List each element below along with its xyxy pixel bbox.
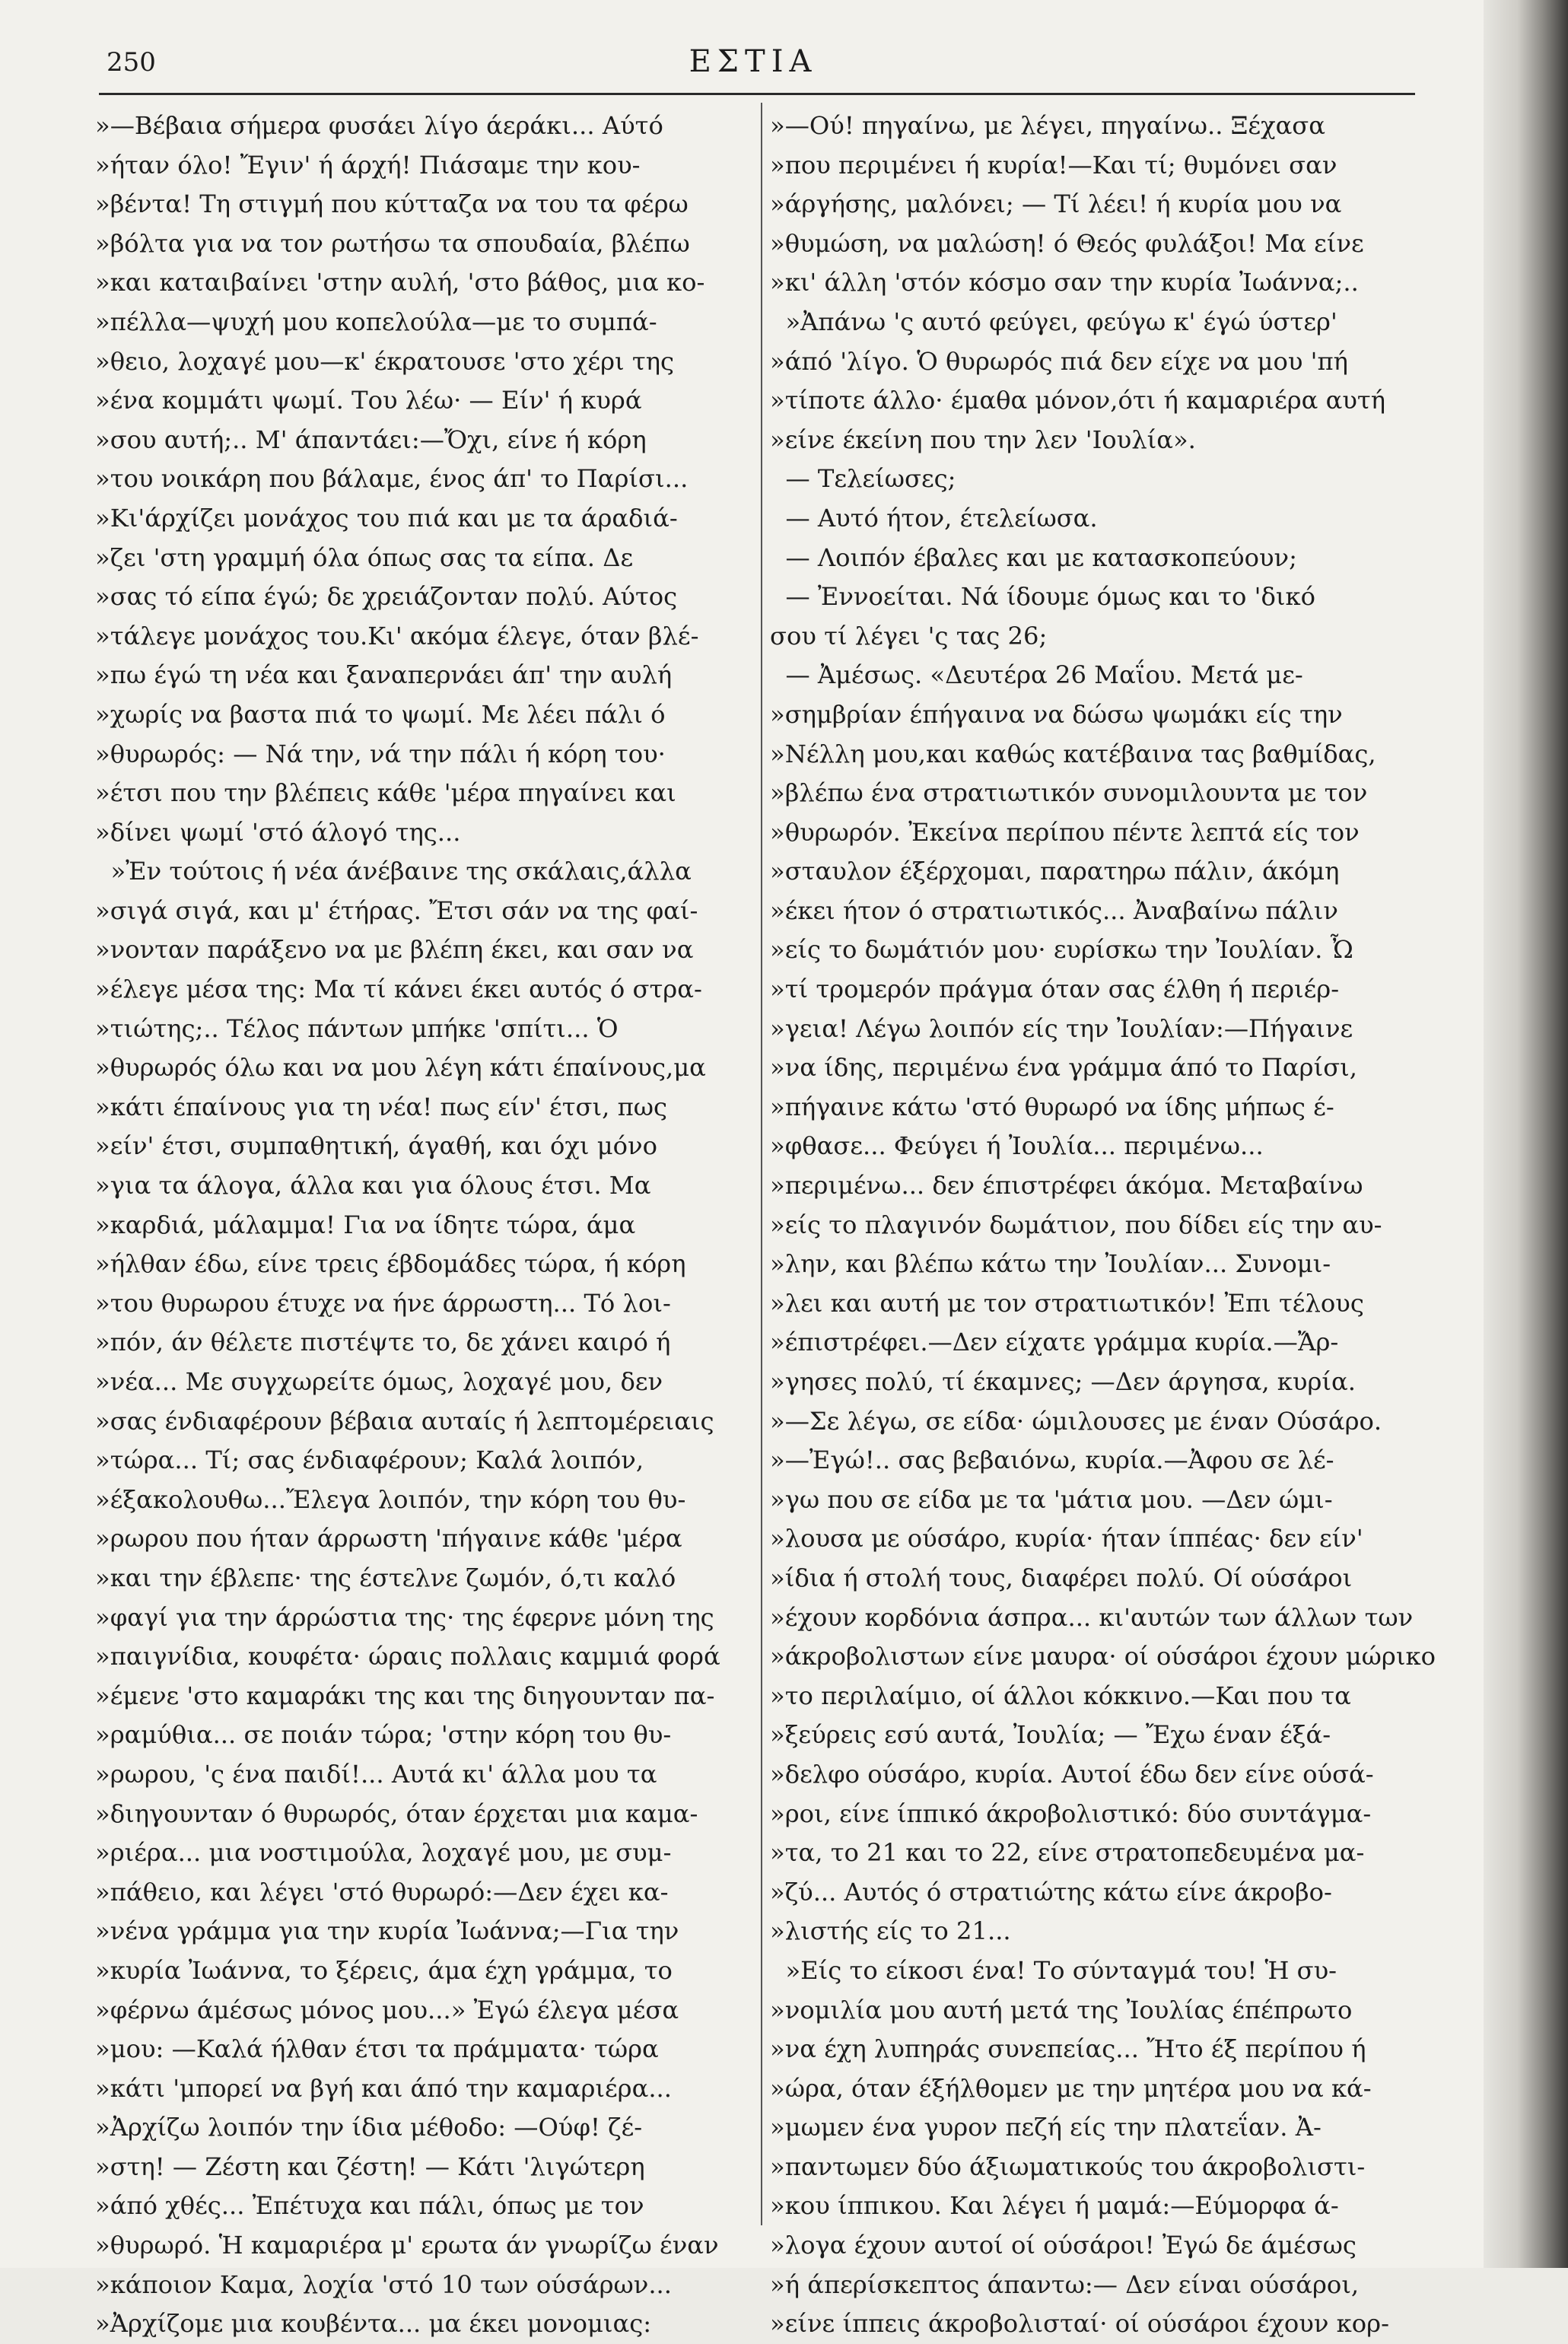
column-divider — [761, 103, 762, 2225]
text-line: »—Βέβαια σήμερα φυσάει λίγο άεράκι... Αύτό — [95, 111, 663, 140]
text-line: »κι' άλλη 'στόν κόσμο σαν την κυρία Ἰωάννα;.. — [770, 268, 1359, 297]
page-number: 250 — [107, 47, 156, 78]
text-line: — Λοιπόν έβαλες και με κατασκοπεύουν; — [770, 542, 1297, 572]
text-line: »λει και αυτή με τον στρατιωτικόν! Ἐπι τέλους — [770, 1288, 1364, 1318]
header-rule — [99, 93, 1415, 95]
text-line: »τώρα... Τί; σας ένδιαφέρουν; Καλά λοιπόν, — [95, 1446, 644, 1475]
text-line: »γησες πολύ, τί έκαμνες; —Δεν άργησα, κυρία. — [770, 1367, 1356, 1396]
text-line: »κυρία Ἰωάννα, το ξέρεις, άμα έχη γράμμα, το — [95, 1955, 673, 1985]
text-line: »κάποιον Καμα, λοχία 'στό 10 των ούσάρων... — [95, 2269, 673, 2299]
text-line: »έλεγε μέσα της: Μα τί κάνει έκει αυτός ό στρα- — [95, 975, 702, 1004]
text-line: »δελφο ούσάρο, κυρία. Αυτοί έδω δεν είνε ούσά- — [770, 1759, 1374, 1789]
text-line: »τιώτης;.. Τέλος πάντων μπήκε 'σπίτι... Ὁ — [95, 1013, 619, 1043]
text-line: »ραμύθια... σε ποιάν τώρα; 'στην κόρη του θυ- — [95, 1720, 672, 1750]
text-line: »κάτι έπαίνους για τη νέα! πως είν' έτσι, πως — [95, 1092, 668, 1121]
text-line: »ριέρα... μια νοστιμούλα, λοχαγέ μου, με συμ- — [95, 1838, 672, 1868]
text-line: »βέντα! Τη στιγμή που κύτταζα να του τα φέρω — [95, 189, 689, 219]
text-line: σου τί λέγει 'ς τας 26; — [770, 621, 1048, 650]
text-line: »διηγουνταν ό θυρωρός, όταν έρχεται μια καμα- — [95, 1799, 698, 1828]
text-line: »γω που σε είδα με τα 'μάτια μου. —Δεν ώμι- — [770, 1484, 1333, 1514]
text-line: »που περιμένει ή κυρία!—Και τί; θυμόνει σαν — [770, 150, 1337, 180]
text-line: »ξεύρεις εσύ αυτά, Ἰουλία; — Ἔχω έναν έξά- — [770, 1720, 1331, 1750]
text-line: »νομιλία μου αυτή μετά της Ἰουλίας έπέπρωτο — [770, 1995, 1353, 2024]
text-line: »βόλτα για να τον ρωτήσω τα σπουδαία, βλέπω — [95, 228, 690, 258]
text-line: »φέρνω άμέσως μόνος μου...» Ἐγώ έλεγα μέσα — [95, 1995, 679, 2024]
text-line: »μου: —Καλά ήλθαν έτσι τα πράμματα· τώρα — [95, 2034, 659, 2064]
text-line: »το περιλαίμιο, οί άλλοι κόκκινο.—Και που τα — [770, 1681, 1351, 1710]
text-line: »έμενε 'στο καμαράκι της και της διηγουνταν πα- — [95, 1681, 715, 1710]
text-line: »να έχη λυπηράς συνεπείας... Ἤτο έξ περίπου ή — [770, 2034, 1366, 2064]
text-line: »πάθειο, και λέγει 'στό θυρωρό:—Δεν έχει κα- — [95, 1877, 669, 1907]
text-line: »του θυρωρου έτυχε να ήνε άρρωστη... Τό λοι- — [95, 1288, 671, 1318]
text-line: »για τα άλογα, άλλα και για όλους έτσι. Μα — [95, 1171, 651, 1201]
text-line: »ρωρου που ήταν άρρωστη 'πήγαινε κάθε 'μέρα — [95, 1524, 682, 1554]
text-line: »λουσα με ούσάρο, κυρία· ήταν ίππέας· δεν είν' — [770, 1524, 1363, 1554]
text-line: »θυρωρός όλω και να μου λέγη κάτι έπαίνους,μα — [95, 1053, 706, 1083]
text-line: »είς το δωμάτιόν μου· ευρίσκω την Ἰουλίαν. Ὦ — [770, 935, 1353, 965]
text-line: »ζύ... Αυτός ό στρατιώτης κάτω είνε άκροβο- — [770, 1877, 1332, 1907]
text-line: »λην, και βλέπω κάτω την Ἰουλίαν... Συνομι- — [770, 1249, 1331, 1279]
text-line: »λιστής είς το 21... — [770, 1916, 1011, 1946]
text-line: »κου ίππικου. Και λέγει ή μαμά:—Εύμορφα ά- — [770, 2191, 1339, 2221]
text-line: »σιγά σιγά, και μ' έτήρας. Ἔτσι σάν να της φαί- — [95, 895, 698, 925]
book-gutter-shadow — [1484, 0, 1568, 2268]
text-line: »είν' έτσι, συμπαθητική, άγαθή, και όχι μόνο — [95, 1131, 657, 1161]
text-line: »—Ού! πηγαίνω, με λέγει, πηγαίνω.. Ξέχασα — [770, 111, 1326, 140]
text-line: — Ἀμέσως. «Δευτέρα 26 Μαΐου. Μετά με- — [770, 660, 1303, 690]
text-line: »νένα γράμμα για την κυρία Ἰωάννα;—Για την — [95, 1916, 679, 1946]
text-line: »παντωμεν δύο άξιωματικούς του άκροβολιστι- — [770, 2152, 1366, 2181]
text-line: »θυρωρό. Ἡ καμαριέρα μ' ερωτα άν γνωρίζω έναν — [95, 2231, 719, 2260]
text-line: »Ἀπάνω 'ς αυτό φεύγει, φεύγω κ' έγώ ύστερ' — [770, 307, 1337, 336]
text-line: »πήγαινε κάτω 'στό θυρωρό να ίδης μήπως έ- — [770, 1092, 1334, 1121]
text-line: »και την έβλεπε· της έστελνε ζωμόν, ό,τι καλό — [95, 1563, 676, 1592]
text-line: »σταυλον έξέρχομαι, παρατηρω πάλιν, άκόμη — [770, 857, 1340, 886]
text-line: »ή άπερίσκεπτος άπαντω:— Δεν είναι ούσάροι, — [770, 2269, 1360, 2299]
text-line: »άπό 'λίγο. Ὁ θυρωρός πιά δεν είχε να μου 'πή — [770, 346, 1348, 376]
text-line: »Ἐν τούτοις ή νέα άνέβαινε της σκάλαις,άλλα — [95, 857, 692, 886]
text-line: »γεια! Λέγω λοιπόν είς την Ἰουλίαν:—Πήγαινε — [770, 1013, 1353, 1043]
running-title: ΕΣΤΙΑ — [689, 44, 818, 79]
text-line: »θειο, λοχαγέ μου—κ' έκρατουσε 'στο χέρι της — [95, 346, 675, 376]
text-line: »θυμώση, να μαλώση! ό Θεός φυλάξοι! Μα είνε — [770, 228, 1364, 258]
text-line: »άκροβολιστων είνε μαυρα· οί ούσάροι έχουν μώρικο — [770, 1642, 1436, 1671]
text-line: »καρδιά, μάλαμμα! Για να ίδητε τώρα, άμα — [95, 1210, 636, 1239]
text-line: »ζει 'στη γραμμή όλα όπως σας τα είπα. Δε — [95, 542, 634, 572]
text-line: »πόν, άν θέλετε πιστέψτε το, δε χάνει καιρό ή — [95, 1328, 671, 1357]
text-line: »μωμεν ένα γυρον πεζή είς την πλατεΐαν. Ἀ- — [770, 2113, 1322, 2142]
text-line: »έχουν κορδόνια άσπρα... κι'αυτών των άλλων των — [770, 1602, 1414, 1632]
text-line: »τα, το 21 και το 22, είνε στρατοπεδευμένα μα- — [770, 1838, 1365, 1868]
text-line: »παιγνίδια, κουφέτα· ώραις πολλαις καμμιά φορά — [95, 1642, 720, 1671]
text-line: »νονταν παράξενο να με βλέπη έκει, και σαν να — [95, 935, 694, 965]
text-line: »ένα κομμάτι ψωμί. Του λέω· — Είν' ή κυρά — [95, 386, 642, 415]
text-line: »τί τρομερόν πράγμα όταν σας έλθη ή περιέρ- — [770, 975, 1340, 1004]
text-line: — Τελείωσες; — [770, 464, 956, 494]
text-line: »ρωρου, 'ς ένα παιδί!... Αυτά κι' άλλα μου τα — [95, 1759, 657, 1789]
text-line: »είνε ίππεις άκροβολισταί· οί ούσάροι έχουν κορ- — [770, 2309, 1389, 2339]
text-line: »να ίδης, περιμένω ένα γράμμα άπό το Παρίσι, — [770, 1053, 1358, 1083]
text-line: »πω έγώ τη νέα και ξαναπερνάει άπ' την αυλή — [95, 660, 673, 690]
text-line: »έκει ήτον ό στρατιωτικός... Ἀναβαίνω πάλιν — [770, 895, 1338, 925]
text-line: »Ἀρχίζω λοιπόν την ίδια μέθοδο: —Ούφ! ζέ- — [95, 2113, 643, 2142]
text-line: »φθασε... Φεύγει ή Ἰουλία... περιμένω... — [770, 1131, 1264, 1161]
text-line: »νέα... Με συγχωρείτε όμως, λοχαγέ μου, δεν — [95, 1367, 663, 1396]
text-line: »περιμένω... δεν έπιστρέφει άκόμα. Μεταβαίνω — [770, 1171, 1363, 1201]
text-line: »και καταιβαίνει 'στην αυλή, 'στο βάθος, μια κο- — [95, 268, 705, 297]
text-line: »Είς το είκοσι ένα! Το σύνταγμά του! Ἡ συ- — [770, 1955, 1337, 1985]
text-line: »—Σε λέγω, σε είδα· ώμιλουσες με έναν Ούσάρο. — [770, 1406, 1382, 1436]
text-line: »κάτι 'μπορεί να βγή και άπό την καμαριέρα... — [95, 2073, 673, 2103]
text-line: »έπιστρέφει.—Δεν είχατε γράμμα κυρία.—Ἄρ- — [770, 1328, 1339, 1357]
text-line: »Ἀρχίζομε μια κουβέντα... μα έκει μονομιας: — [95, 2309, 652, 2339]
text-line: »φαγί για την άρρώστια της· της έφερνε μόνη της — [95, 1602, 714, 1632]
text-line: — Ἐννοείται. Νά ίδουμε όμως και το 'δικό — [770, 582, 1315, 612]
text-line: »τάλεγε μονάχος του.Κι' ακόμα έλεγε, όταν βλέ- — [95, 621, 699, 650]
text-line: »ήλθαν έδω, είνε τρεις έβδομάδες τώρα, ή κόρη — [95, 1249, 686, 1279]
right-column — [770, 107, 1436, 2339]
text-line: »—Ἐγώ!.. σας βεβαιόνω, κυρία.—Ἀφου σε λέ- — [770, 1446, 1334, 1475]
text-line: »ώρα, όταν έξήλθομεν με την μητέρα μου να κά- — [770, 2073, 1372, 2103]
text-line: »θυρωρός: — Νά την, νά την πάλι ή κόρη του· — [95, 739, 666, 768]
text-line: »βλέπω ένα στρατιωτικόν συνομιλουντα με τον — [770, 778, 1368, 808]
text-line: »σημβρίαν έπήγαινα να δώσω ψωμάκι είς την — [770, 699, 1343, 729]
text-line: »τίποτε άλλο· έμαθα μόνον,ότι ή καμαριέρα αυτή — [770, 386, 1386, 415]
text-line: »είνε έκείνη που την λεν 'Ιουλία». — [770, 425, 1196, 454]
text-line: »χωρίς να βαστα πιά το ψωμί. Με λέει πάλι ό — [95, 699, 666, 729]
text-line: »σου αυτή;.. Μ' άπαντάει:—Ὄχι, είνε ή κόρη — [95, 425, 647, 454]
text-line: »είς το πλαγινόν δωμάτιον, που δίδει είς την αυ- — [770, 1210, 1382, 1239]
text-line: »θυρωρόν. Ἐκείνα περίπου πέντε λεπτά είς τον — [770, 817, 1360, 847]
text-line: »σας τό είπα έγώ; δε χρειάζονταν πολύ. Αύτος — [95, 582, 678, 612]
text-line: »λογα έχουν αυτοί οί ούσάροι! Ἐγώ δε άμέσως — [770, 2231, 1356, 2260]
left-column — [95, 107, 749, 2339]
text-line: »έτσι που την βλέπεις κάθε 'μέρα πηγαίνει και — [95, 778, 676, 808]
text-line: »Κι'άρχίζει μονάχος του πιά και με τα άραδιά- — [95, 503, 678, 533]
text-line: »πέλλα—ψυχή μου κοπελούλα—με το συμπά- — [95, 307, 657, 336]
text-line: »έξακολουθω...Ἔλεγα λοιπόν, την κόρη του θυ- — [95, 1484, 686, 1514]
text-line: »άπό χθές... Ἐπέτυχα και πάλι, όπως με τον — [95, 2191, 644, 2221]
page-header — [107, 44, 1400, 90]
text-line: »Νέλλη μου,και καθώς κατέβαινα τας βαθμίδας, — [770, 739, 1376, 768]
text-line: »ήταν όλο! Ἔγιν' ή άρχή! Πιάσαμε την κου- — [95, 150, 641, 180]
text-line: »σας ένδιαφέρουν βέβαια αυταίς ή λεπτομέρειαις — [95, 1406, 714, 1436]
text-line: — Αυτό ήτον, έτελείωσα. — [770, 503, 1098, 533]
text-line: »του νοικάρη που βάλαμε, ένος άπ' το Παρίσι... — [95, 464, 689, 494]
text-line: »ίδια ή στολή τους, διαφέρει πολύ. Οί ούσάροι — [770, 1563, 1353, 1592]
text-line: »άργήσης, μαλόνει; — Τί λέει! ή κυρία μου να — [770, 189, 1342, 219]
text-line: »στη! — Ζέστη και ζέστη! — Κάτι 'λιγώτερη — [95, 2152, 645, 2181]
text-line: »ροι, είνε ίππικό άκροβολιστικό: δύο συντάγμα- — [770, 1799, 1372, 1828]
text-line: »δίνει ψωμί 'στό άλογό της... — [95, 817, 461, 847]
